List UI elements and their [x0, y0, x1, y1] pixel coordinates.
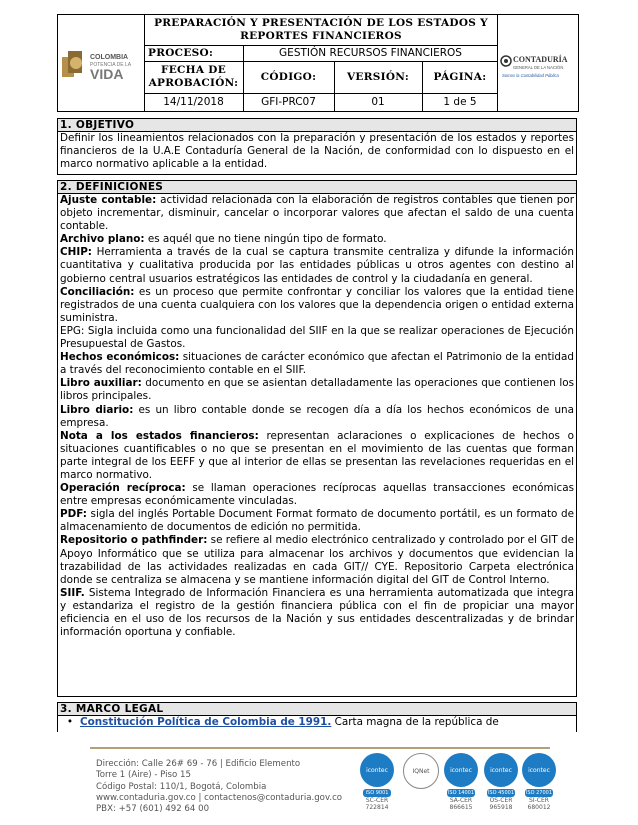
definition-term: PDF: [60, 508, 87, 521]
definition-item [60, 482, 574, 508]
colombia-logo [58, 15, 145, 111]
definiciones-section [57, 180, 577, 697]
footer-address: Dirección: Calle 26# 69 - 76 | Edificio Elemento [96, 759, 301, 769]
certification-badge [402, 753, 440, 789]
definition-text: es un libro contable donde se recogen día a día los hechos económicos de una empresa. [60, 403, 574, 429]
definition-item [60, 286, 574, 325]
proceso-value: GESTIÓN RECURSOS FINANCIEROS [279, 47, 462, 59]
definition-term: Operación recíproca: [60, 482, 186, 495]
definition-text: se llaman operaciones recíprocas aquellas transacciones económicas entre empresas económicamente vinculadas. [60, 482, 575, 508]
footer-tower: Torre 1 (Aire) - Piso 15 [96, 770, 191, 781]
definition-text: se refiere al medio electrónico centralizado y controlado por el GIT de Apoyo Informático que se utiliza para almacenar los archivos y documentos que evidencian la trazabilidad de las actividades realizadas en cada GIT// CYE. Repositorio Carpeta electrónica donde se centraliza se almacena y se mantiene información digital del GIT de Control Interno. [60, 534, 575, 586]
objetivo-text: Definir los lineamientos relacionados con la preparación y presentación de los estados y reportes financieros de la U.A.E Contaduría General de la Nación, de conformidad con lo dispuesto en el marco normativo aplicable a la entidad. [60, 132, 574, 171]
icontec-icon: icontec [522, 753, 556, 787]
definition-item [60, 404, 574, 430]
definition-term: Hechos económicos: [60, 351, 180, 364]
logo-line3: VIDA [90, 66, 124, 82]
list-item [60, 716, 574, 729]
definition-text: Herramienta a través de la cual se captura transmite centraliza y difunde la información cuantitativa y cualitativa producida por las entidades públicas u otros agentes con destino al gobierno central usuarios estratégicos las entidades de control y la ciudadanía en general. [60, 246, 574, 285]
fecha-value: 14/11/2018 [163, 96, 224, 108]
definition-term: SIIF. [60, 586, 85, 599]
definition-term: Ajuste contable: [60, 194, 157, 206]
icontec-icon: icontec [444, 753, 478, 787]
definition-text: sigla del inglés Portable Document Format formato de documento portátil, es un formato de almacenamiento de documentos de edición no permitida. [60, 508, 574, 534]
certification-badge: icontec ISO 9001 SC-CER 722814 [358, 753, 396, 811]
definition-text: es un proceso que permite confrontar y conciliar los valores que la entidad tiene registrados de una cuenta cualquiera con los valores que la dependencia origen o entidad externa suministra. [60, 285, 574, 324]
codigo-label: CÓDIGO: [260, 71, 317, 83]
definition-term: Libro diario: [60, 403, 134, 416]
definition-term: Conciliación: [60, 285, 135, 298]
definition-item [60, 351, 574, 377]
definition-item [60, 508, 574, 534]
definition-text: situaciones de carácter económico que afectan el Patrimonio de la entidad a través del reconocimiento contable en el SIIF. [60, 351, 574, 377]
definition-item [60, 233, 574, 246]
codigo-value: GFI-PRC07 [261, 96, 316, 108]
contaduria-line1: CONTADURÍA [513, 55, 568, 64]
logo-line2: POTENCIA DE LA [90, 62, 132, 68]
definition-text: representan aclaraciones o explicaciones de hechos o situaciones cuantificables o no que se presentan en el movimiento de las cuentas que forman parte integral de los EEFF y que al interior de ellas se presentan las revelaciones requeridas en el marco normativo. [60, 429, 574, 481]
footer-contact [96, 759, 342, 815]
proceso-label: PROCESO: [148, 47, 214, 59]
definition-item [60, 587, 574, 639]
logo-line1: COLOMBIA [90, 54, 129, 61]
bullet-icon: • [66, 716, 74, 728]
certification-badge: icontec ISO 27001 SI-CER 680012 [520, 753, 558, 811]
definition-text: documento en que se asientan detalladamente las operaciones que contienen los libros principales. [60, 377, 574, 403]
constitucion-link[interactable]: Constitución Política de Colombia de 1991. [80, 716, 332, 728]
marco-legal-section [57, 702, 577, 732]
contaduria-line3: Somos la Contabilidad Pública [502, 73, 559, 78]
definition-text: actividad relacionada con la elaboración de registros contables que tienen por objeto incrementar, disminuir, cancelar o incorporar valores que afectan el saldo de una cuenta contable. [60, 194, 574, 233]
certification-badge: icontec ISO 14001 SA-CER 866615 [442, 753, 480, 811]
definition-item [60, 325, 574, 351]
definition-term: Repositorio o pathfinder: [60, 534, 208, 547]
version-label: VERSIÓN: [346, 71, 410, 83]
definition-item [60, 534, 574, 586]
iqnet-icon: IQNet [403, 753, 439, 789]
version-value: 01 [371, 96, 385, 108]
document-title: PREPARACIÓN Y PRESENTACIÓN DE LOS ESTADOS Y REPORTES FINANCIEROS [154, 17, 488, 42]
objetivo-section [57, 118, 577, 175]
marco-title: 3. MARCO LEGAL [58, 703, 576, 716]
definition-item [60, 246, 574, 285]
definiciones-title: 2. DEFINICIONES [58, 181, 576, 194]
pagina-value: 1 de 5 [443, 96, 477, 108]
definition-term: Libro auxiliar: [60, 377, 142, 390]
marco-item-text: Carta magna de la república de [331, 716, 499, 728]
footer-divider [90, 747, 550, 749]
definition-item [60, 430, 574, 482]
definition-item [60, 377, 574, 403]
definition-text: Sistema Integrado de Información Financiera es una herramienta automatizada que integra y estandariza el registro de la gestión financiera pública con el fin de propiciar una mayor eficiencia en el uso de los recursos de la Nación y sus entidades descentralizadas y de brindar información oportuna y confiable. [60, 586, 574, 639]
fecha-label: FECHA DE APROBACIÓN: [148, 64, 239, 89]
certification-badge: icontec ISO 45001 OS-CER 965918 [482, 753, 520, 811]
icontec-icon: icontec [484, 753, 518, 787]
definition-term: Archivo plano: [60, 233, 145, 246]
definition-term: Nota a los estados financieros: [60, 429, 259, 442]
definition-item [60, 194, 574, 233]
icontec-icon: icontec [360, 753, 394, 787]
definition-term: CHIP: [60, 246, 92, 259]
contaduria-logo [497, 15, 578, 111]
document-header [57, 14, 579, 112]
footer-postal: Código Postal: 110/1, Bogotá, Colombia [96, 781, 267, 792]
footer-phone: PBX: +57 (601) 492 64 00 [96, 804, 210, 815]
footer-web: www.contaduria.gov.co | contactenos@contaduria.gov.co [96, 792, 343, 803]
definition-text: EPG: Sigla incluida como una funcionalidad del SIIF en la que se realizar operaciones de Ejecución Presupuestal de Gastos. [60, 324, 574, 351]
objetivo-title: 1. OBJETIVO [58, 119, 576, 132]
definition-text: es aquél que no tiene ningún tipo de formato. [144, 233, 387, 246]
pagina-label: PÁGINA: [433, 71, 487, 83]
contaduria-line2: GENERAL DE LA NACIÓN [513, 65, 564, 70]
